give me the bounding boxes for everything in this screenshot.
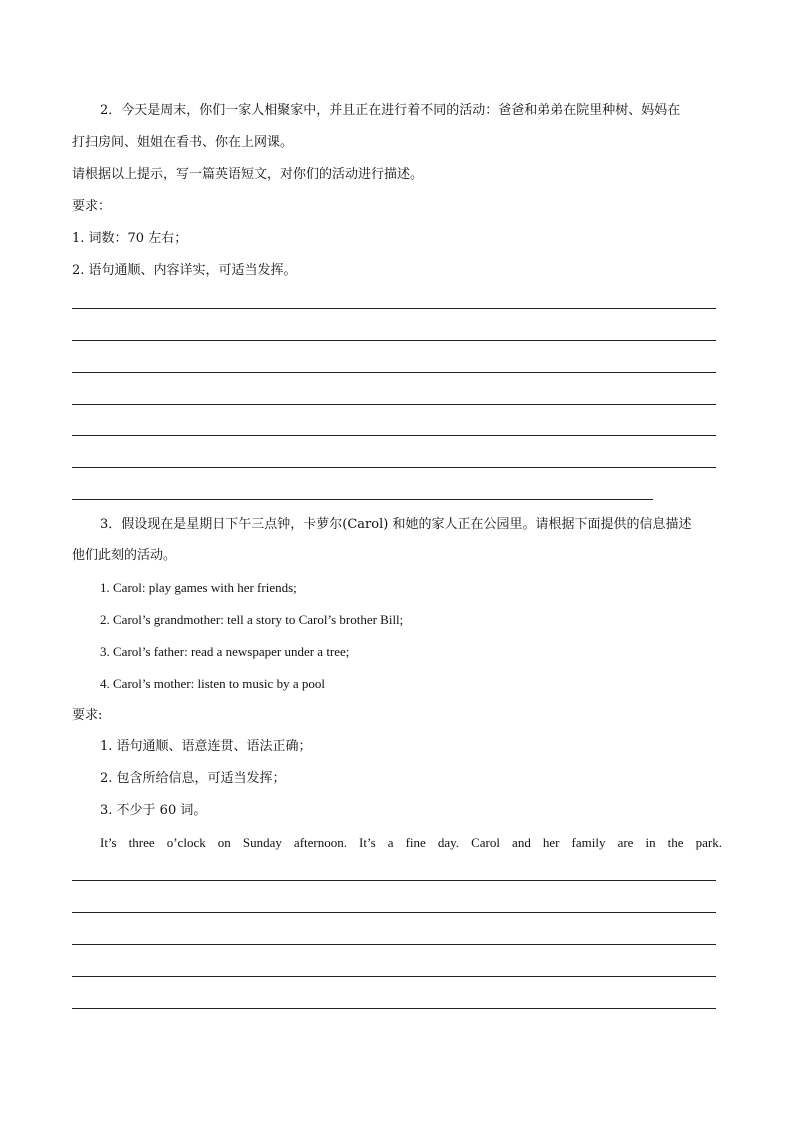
q3-info-4: 4. Carol’s mother: listen to music by a pool xyxy=(100,676,325,691)
q3-info-3: 3. Carol’s father: read a newspaper under a tree; xyxy=(100,644,350,659)
q3-answer-line-5[interactable] xyxy=(72,1008,716,1009)
q2-answer-line-4[interactable] xyxy=(72,404,716,405)
q3-requirement-1: 1. 语句通顺、语意连贯、语法正确； xyxy=(100,739,312,754)
q3-answer-line-2[interactable] xyxy=(72,912,716,913)
q3-requirement-3: 3. 不少于 60 词。 xyxy=(100,803,207,818)
q3-intro-line-1: 3．假设现在是星期日下午三点钟，卡萝尔(Carol) 和她的家人正在公园里。请根据下面提供的信息描述 xyxy=(100,517,692,532)
q2-answer-line-6[interactable] xyxy=(72,467,716,468)
q2-intro-line-2: 打扫房间、姐姐在看书、你在上网课。 xyxy=(72,135,294,150)
q3-starter-sentence: It’s three o’clock on Sunday afternoon. It’s a fine day. Carol and her family are in the park. xyxy=(100,835,722,850)
q2-intro-line-1: 2．今天是周末，你们一家人相聚家中，并且正在进行着不同的活动：爸爸和弟弟在院里种树、妈妈在 xyxy=(100,103,681,118)
q3-requirement-2: 2. 包含所给信息，可适当发挥； xyxy=(100,771,286,786)
q2-answer-line-2[interactable] xyxy=(72,340,716,341)
q3-intro-line-2: 他们此刻的活动。 xyxy=(72,548,177,563)
q2-answer-line-3[interactable] xyxy=(72,372,716,373)
q3-info-2: 2. Carol’s grandmother: tell a story to Carol’s brother Bill; xyxy=(100,612,404,627)
q3-answer-line-1[interactable] xyxy=(72,880,716,881)
q3-requirements-label: 要求: xyxy=(72,708,103,723)
q2-answer-line-7[interactable] xyxy=(72,499,653,500)
q3-answer-line-3[interactable] xyxy=(72,944,716,945)
q2-requirement-1: 1. 词数：70 左右； xyxy=(72,231,188,246)
q2-answer-line-1[interactable] xyxy=(72,308,716,309)
q3-answer-line-4[interactable] xyxy=(72,976,716,977)
q2-requirements-label: 要求： xyxy=(72,199,112,214)
q3-info-1: 1. Carol: play games with her friends; xyxy=(100,580,297,595)
q2-requirement-2: 2. 语句通顺、内容详实，可适当发挥。 xyxy=(72,263,297,278)
q2-instruction: 请根据以上提示，写一篇英语短文，对你们的活动进行描述。 xyxy=(72,167,424,182)
q2-answer-line-5[interactable] xyxy=(72,435,716,436)
